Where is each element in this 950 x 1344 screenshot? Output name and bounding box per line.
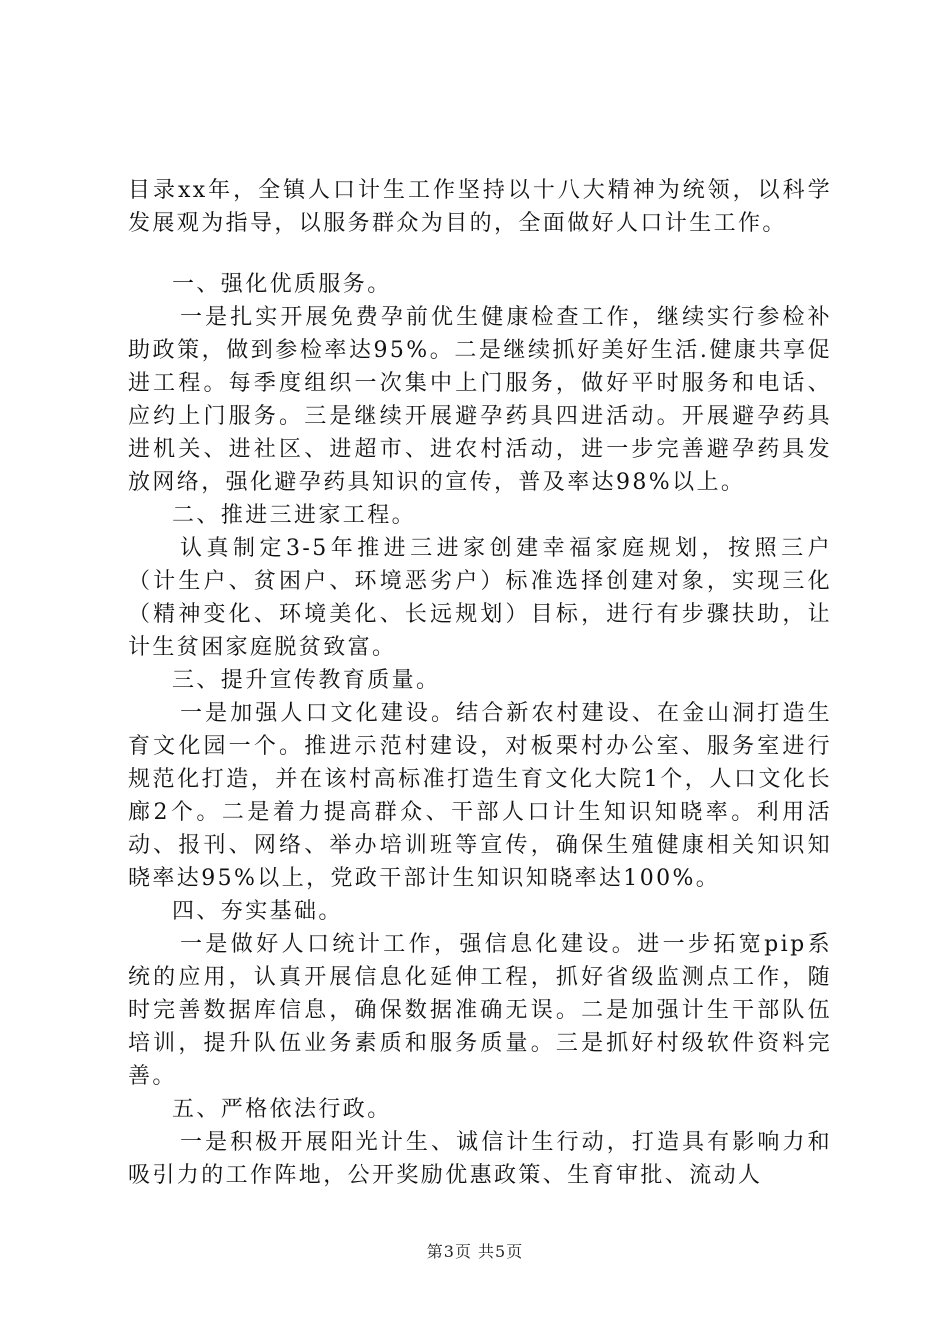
section-body-1: 一是扎实开展免费孕前优生健康检查工作，继续实行参检补助政策，做到参检率达95%。二是继续抓好美好生活.健康共享促进工程。每季度组织一次集中上门服务，做好平时服务和电话、应约上门服务。三是继续开展避孕药具四进活动。开展避孕药具进机关、进社区、进超市、进农村活动，进一步完善避孕药具发放网络，强化避孕药具知识的宣传，普及率达98%以上。 — [128, 305, 832, 495]
intro-paragraph: 目录xx年，全镇人口计生工作坚持以十八大精神为统领，以科学发展观为指导，以服务群众为目的，全面做好人口计生工作。 — [128, 178, 832, 236]
section-body-2: 认真制定3-5年推进三进家创建幸福家庭规划，按照三户（计生户、贫困户、环境恶劣户）标准选择创建对象，实现三化（精神变化、环境美化、长远规划）目标，进行有步骤扶助，让计生贫困家庭脱贫致富。 — [128, 536, 832, 660]
section-heading-4: 四、夯实基础。 — [172, 899, 343, 924]
document-body — [128, 174, 832, 1192]
section-heading-5: 五、严格依法行政。 — [172, 1097, 392, 1122]
section-heading-3: 三、提升宣传教育质量。 — [172, 668, 441, 693]
page-number-footer: 第3页 共5页 — [426, 1242, 524, 1261]
section-heading-1: 一、强化优质服务。 — [172, 272, 392, 297]
section-heading-2: 二、推进三进家工程。 — [172, 503, 417, 528]
section-body-5: 一是积极开展阳光计生、诚信计生行动，打造具有影响力和吸引力的工作阵地，公开奖励优惠政策、生育审批、流动人 — [128, 1130, 832, 1188]
section-body-4: 一是做好人口统计工作，强信息化建设。进一步拓宽pip系统的应用，认真开展信息化延伸工程，抓好省级监测点工作，随时完善数据库信息，确保数据准确无误。二是加强计生干部队伍培训，提升队伍业务素质和服务质量。三是抓好村级软件资料完善。 — [128, 932, 832, 1089]
section-body-3: 一是加强人口文化建设。结合新农村建设、在金山洞打造生育文化园一个。推进示范村建设，对板栗村办公室、服务室进行规范化打造，并在该村高标准打造生育文化大院1个，人口文化长廊2个。二是着力提高群众、干部人口计生知识知晓率。利用活动、报刊、网络、举办培训班等宣传，确保生殖健康相关知识知晓率达95%以上，党政干部计生知识知晓率达100%。 — [128, 701, 832, 891]
